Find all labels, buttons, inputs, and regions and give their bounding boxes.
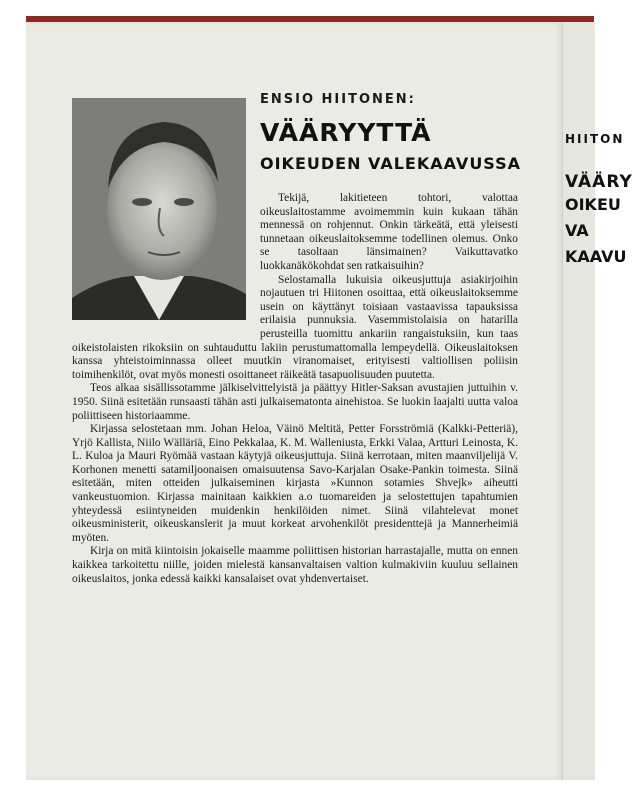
spine-title: VÄÄRY [565,172,633,192]
blurb-paragraph: Tekijä, lakitieteen tohtori, valottaa oikeuslaitostamme avoimemmin kuin kukaan tähän mennessä on rohjennut. Onkin tärkeätä, että yleisesti tunnetaan oikeuslaitoksemme todellinen olemus. Onko se tasoltaan länsimainen? Vaikuttavatko luokkanäkökohdat sen ratkaisuihin? [260,192,518,272]
book-subtitle: OIKEUDEN VALEKAAVUSSA [260,154,522,173]
author-name: ENSIO HIITONEN: [260,92,416,107]
spine-lettering [565,132,633,270]
spine-subtitle-line: OIKEU [565,195,621,214]
spine-subtitle-line: VA [565,221,589,240]
blurb-paragraph: Kirjassa selostetaan mm. Johan Heloa, Väinö Meltitä, Petter Forsströmiä (Kalkki-Petteriä), Yrjö Kallista, Niilo Wälläriä, Eino Pekkalaa, K. M. Walleniusta, Erkki Valaa, Artturi Leinosta, K. L. Kuloa ja Mauri Ryömää vastaan käytyjä oikeusjuttuja. Siinä kerrotaan, miten maanviljelijä V. Korhonen menetti satamiljoonaisen omaisuutensa Savo-Karjalan Osake-Pankin toimesta. Siinä esitetään, miten otteiden julkaiseminen kirjasta »Kunnon sotamies Shvejk» aiheutti vankeustuomion. Kirjassa mainitaan kaikkien a.o tuomareiden ja selostettujen tapahtumien yhteydessä esiintyneiden muidenkin henkilöiden nimet. Siinä vilahtelevat monet oikeusministerit, oikeuskanslerit ja muut korkeat arvohenkilöt presidenttejä ja Mannerheimiä myöten. [72,423,518,544]
blurb-text [72,192,518,586]
blurb-paragraph: Teos alkaa sisällissotamme jälkiselvittelyistä ja päättyy Hitler-Saksan avustajien juttuihin v. 1950. Siinä esitetään runsaasti tähän asti julkaisematonta ainehistoa. Se luokin laajalti uutta valoa poliittiseen historiaamme. [72,382,518,422]
photo-wrap-spacer [72,192,260,329]
blurb-paragraph: Kirja on mitä kiintoisin jokaiselle maamme poliittisen historian harrastajalle, mutta on ennen kaikkea tarkoitettu niille, joiden mielestä kansanvaltaisen valtion kulmakiviin kuuluu sellainen oikeuslaitos, jonka edessä kaikki kansalaiset ovat yhdenvertaiset. [72,545,518,585]
spine-subtitle-line: KAAVU [565,247,627,266]
book-title: VÄÄRYYTTÄ [260,118,432,147]
book-spine [562,22,633,780]
jacket-flap [26,22,562,780]
book-jacket [26,16,633,784]
spine-author: HIITON [565,132,625,146]
blurb-paragraph: Selostamalla lukuisia oikeusjuttuja asiakirjoihin nojautuen tri Hiitonen osoittaa, että oikeuslaitoksemme usein on käyttänyt toisiaan vastaavissa tapauksissa erilaisia punnuksia. Vasemmistolaisia on hatarilla perusteilla tuomittu ankariin rangaistuksiin, kun taas oikeistolaisten rikoksiin on suhtauduttu lakiin perustumattomalla lempeydellä. Oikeuslaitoksen kanssa yhteistoiminnassa olleet muutkin viranomaiset, erityisesti valtiollisen poliisin toimihenkilöt, ovat myös monesti osoittaneet räikeätä tasapuolisuuden puutetta. [72,273,518,381]
